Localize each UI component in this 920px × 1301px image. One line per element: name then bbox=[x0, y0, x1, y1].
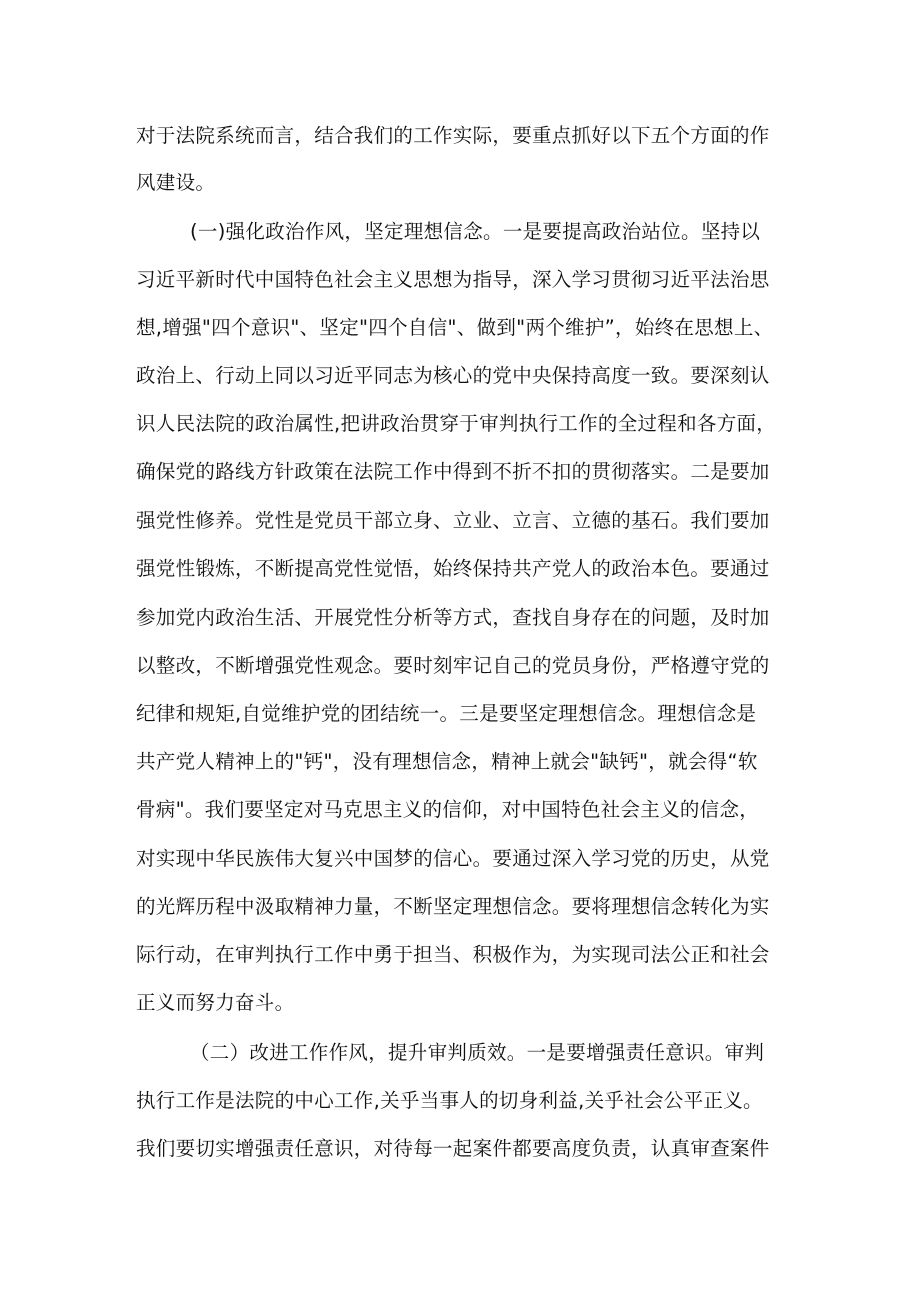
text-line: 际行动，在审判执行工作中勇于担当、积极作为，为实现司法公正和社会 bbox=[136, 943, 770, 966]
text-line: 对实现中华民族伟大复兴中国梦的信心。要通过深入学习党的历史，从党 bbox=[136, 847, 770, 870]
text-line: 强党性修养。党性是党员干部立身、立业、立言、立德的基石。我们要加 bbox=[136, 509, 770, 532]
text-line: 共产党人精神上的"钙"，没有理想信念，精神上就会"缺钙"，就会得“软 bbox=[136, 750, 758, 773]
text-line: 正义而努力奋斗。 bbox=[136, 991, 295, 1014]
text-line: 骨病"。我们要坚定对马克思主义的信仰，对中国特色社会主义的信念， bbox=[136, 798, 760, 821]
text-line: 对于法院系统而言，结合我们的工作实际，要重点抓好以下五个方面的作 bbox=[136, 124, 770, 147]
text-line: 习近平新时代中国特色社会主义思想为指导，深入学习贯彻习近平法治思 bbox=[136, 268, 770, 291]
text-line: 参加党内政治生活、开展党性分析等方式，查找自身存在的问题，及时加 bbox=[136, 606, 770, 629]
paragraph-heading-line: (一)强化政治作风，坚定理想信念。一是要提高政治站位。坚持以 bbox=[190, 220, 761, 243]
text-line: 风建设。 bbox=[136, 171, 216, 194]
text-line: 纪律和规矩,自觉维护党的团结统一。三是要坚定理想信念。理想信念是 bbox=[136, 702, 757, 725]
text-line: 识人民法院的政治属性,把讲政治贯穿于审判执行工作的全过程和各方面， bbox=[136, 412, 777, 435]
text-line: 执行工作是法院的中心工作,关乎当事人的切身利益,关乎社会公平正义。 bbox=[136, 1089, 763, 1112]
text-line: 想,增强"四个意识"、坚定"四个自信"、做到"两个维护”，始终在思想上、 bbox=[136, 316, 774, 339]
paragraph-heading-line: （二）改进工作作风，提升审判质效。一是要增强责任意识。审判 bbox=[190, 1041, 765, 1064]
text-line: 政治上、行动上同以习近平同志为核心的党中央保持高度一致。要深刻认 bbox=[136, 364, 770, 387]
text-line: 以整改，不断增强党性观念。要时刻牢记自己的党员身份，严格遵守党的 bbox=[136, 654, 770, 677]
text-line: 强党性锻炼，不断提高党性觉悟，始终保持共产党人的政治本色。要通过 bbox=[136, 557, 770, 580]
text-line: 确保党的路线方针政策在法院工作中得到不折不扣的贯彻落实。二是要加 bbox=[136, 460, 770, 483]
text-line: 的光辉历程中汲取精神力量，不断坚定理想信念。要将理想信念转化为实 bbox=[136, 895, 770, 918]
text-line: 我们要切实增强责任意识，对待每一起案件都要高度负责，认真审查案件 bbox=[136, 1137, 770, 1160]
